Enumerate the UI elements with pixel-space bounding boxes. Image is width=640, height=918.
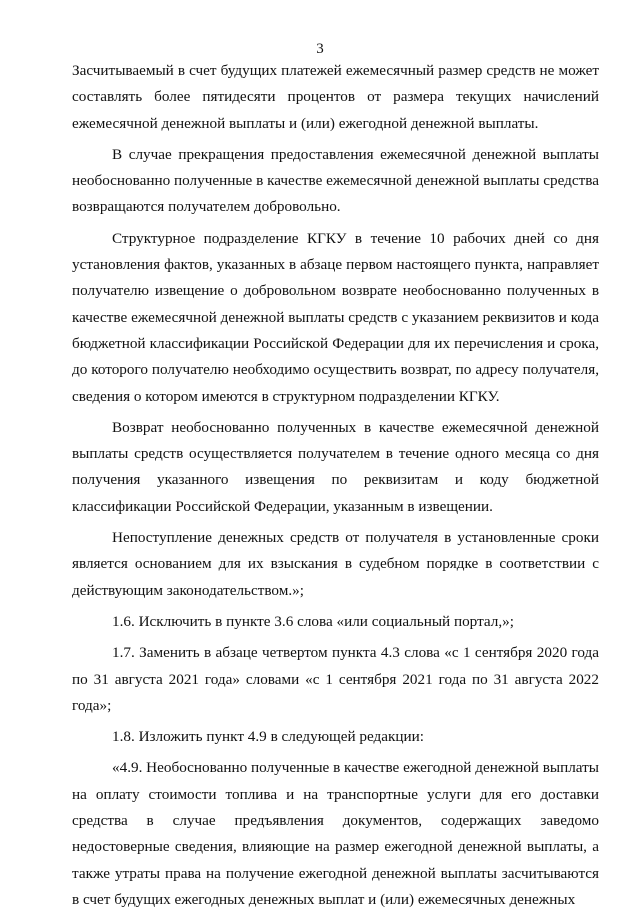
paragraph-item-4-9: «4.9. Необоснованно полученные в качестве ежегодной денежной выплаты на оплату стоимости топлива и на транспортные услуги для его доставки средства в случае предъявления документов, содержащих заведомо недостоверные сведения, влияющие на размер ежегодной денежной выплаты, а также утраты права на получение ежегодной денежной выплаты засчитываются в счет будущих ежегодных денежных выплат и (или) ежемесячных денежных — [72, 759, 599, 908]
paragraph-item-1-6: 1.6. Исключить в пункте 3.6 слова «или социальный портал,»; — [112, 612, 514, 630]
paragraph-non-receipt: Непоступление денежных средств от получателя в установленные сроки является основанием для их взыскания в судебном порядке в соответствии с действующим законодательством.»; — [72, 529, 599, 599]
paragraph-item-1-8: 1.8. Изложить пункт 4.9 в следующей редакции: — [112, 728, 425, 746]
paragraph-continuation: Засчитываемый в счет будущих платежей ежемесячный размер средств не может составлять более пятидесяти процентов от размера текущих начислений ежемесячной денежной выплаты и (или) ежегодной денежной выплаты. — [72, 62, 599, 132]
page-number: 3 — [316, 41, 324, 57]
paragraph-termination-refund: В случае прекращения предоставления ежемесячной денежной выплаты необоснованно полученные в качестве ежемесячной денежной выплаты средства возвращаются получателем добровольно. — [72, 145, 599, 216]
paragraph-item-1-7: 1.7. Заменить в абзаце четвертом пункта 4.3 слова «с 1 сентября 2020 года по 31 августа 2021 года» словами «с 1 сентября 2021 года по 31 августа 2022 года»; — [72, 644, 599, 714]
paragraph-notice: Структурное подразделение КГКУ в течение 10 рабочих дней со дня установления фактов, указанных в абзаце первом настоящего пункта, направляет получателю извещение о добровольном возврате необоснованно полученных в качестве ежемесячной денежной выплаты средств с указанием реквизитов и кода бюджетной классификации Российской Федерации для их перечисления и срока, до которого получателю необходимо осуществить возврат, по адресу получателя, сведения о котором имеются в структурном подразделении КГКУ. — [72, 229, 599, 405]
paragraph-refund-term: Возврат необоснованно полученных в качестве ежемесячной денежной выплаты средств осуществляется получателем в течение одного месяца со дня получения указанного извещения по реквизитам и коду бюджетной классификации Российской Федерации, указанным в извещении. — [72, 418, 599, 515]
document-body — [72, 58, 599, 918]
